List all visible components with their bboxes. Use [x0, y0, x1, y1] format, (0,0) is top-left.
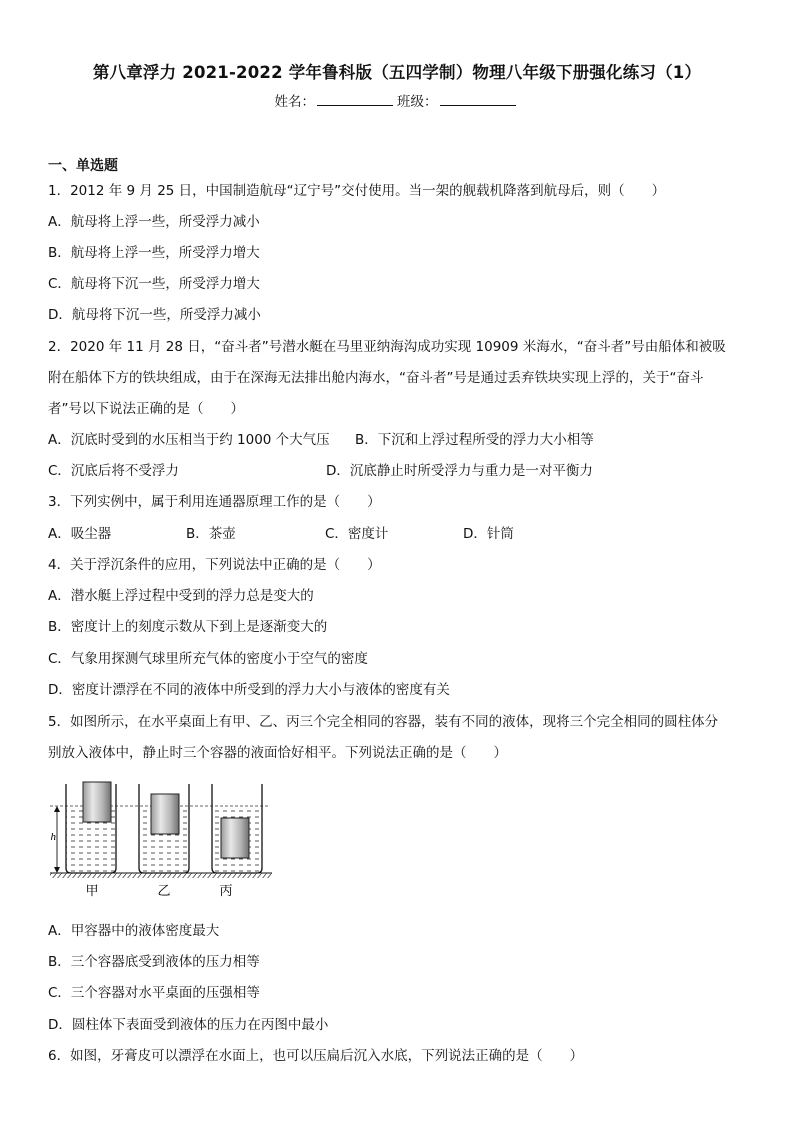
label-jia: 甲: [85, 884, 99, 899]
section-title: 一、单选题: [48, 158, 118, 174]
q2-stem-line3: 者”号以下说法正确的是（ ）: [48, 401, 244, 417]
q5-option-d[interactable]: D．圆柱体下表面受到液体的压力在丙图中最小: [48, 1017, 329, 1033]
q4-option-b[interactable]: B．密度计上的刻度示数从下到上是逐渐变大的: [48, 619, 328, 635]
q5-stem-line2: 别放入液体中，静止时三个容器的液面恰好相平。下列说法正确的是（ ）: [48, 745, 507, 761]
q3-stem: 3．下列实例中，属于利用连通器原理工作的是（ ）: [48, 494, 381, 510]
q1-option-d[interactable]: D．航母将下沉一些，所受浮力减小: [48, 307, 261, 323]
page-title: 第八章浮力 2021-2022 学年鲁科版（五四学制）物理八年级下册强化练习（1）: [92, 63, 702, 82]
q4-option-d[interactable]: D．密度计漂浮在不同的液体中所受到的浮力大小与液体的密度有关: [48, 682, 450, 698]
q4-option-a[interactable]: A．潜水艇上浮过程中受到的浮力总是变大的: [48, 588, 314, 604]
q1-stem: 1．2012 年 9 月 25 日，中国制造航母“辽宁号”交付使用。当一架的舰载机降落到航母后，则（ ）: [48, 183, 666, 199]
three-containers-figure: [46, 772, 276, 902]
q4-stem: 4．关于浮沉条件的应用，下列说法中正确的是（ ）: [48, 557, 381, 573]
q1-option-a[interactable]: A．航母将上浮一些，所受浮力减小: [48, 214, 260, 230]
q2-option-c[interactable]: C．沉底后将不受浮力: [48, 463, 179, 479]
q2-option-b[interactable]: B．下沉和上浮过程所受的浮力大小相等: [355, 432, 594, 448]
q3-option-d[interactable]: D．针筒: [463, 526, 514, 542]
label-bing: 丙: [219, 884, 233, 899]
student-info-line: [0, 90, 794, 110]
q2-stem-line1: 2．2020 年 11 月 28 日，“奋斗者”号潜水艇在马里亚纳海沟成功实现 10909 米海水，“奋斗者”号由船体和被吸: [48, 339, 726, 355]
q1-option-c[interactable]: C．航母将下沉一些，所受浮力增大: [48, 276, 260, 292]
cylinder-jia: [83, 782, 111, 822]
cylinder-yi: [151, 794, 179, 834]
label-yi: 乙: [157, 884, 171, 899]
q3-option-c[interactable]: C．密度计: [325, 526, 389, 542]
q4-option-c[interactable]: C．气象用探测气球里所充气体的密度小于空气的密度: [48, 651, 368, 667]
q3-option-a[interactable]: A．吸尘器: [48, 526, 112, 542]
q5-option-a[interactable]: A．甲容器中的液体密度最大: [48, 923, 220, 939]
name-blank[interactable]: [317, 93, 393, 106]
q3-option-b[interactable]: B．茶壶: [186, 526, 236, 542]
h-label: h: [50, 831, 56, 843]
class-blank[interactable]: [440, 93, 516, 106]
h-arrow-down: [54, 867, 60, 873]
name-label: 姓名：: [274, 94, 315, 110]
q6-stem: 6．如图，牙膏皮可以漂浮在水面上，也可以压扁后沉入水底，下列说法正确的是（ ）: [48, 1048, 584, 1064]
cylinder-bing: [221, 818, 249, 858]
q1-option-b[interactable]: B．航母将上浮一些，所受浮力增大: [48, 245, 260, 261]
h-arrow-up: [54, 806, 60, 812]
q2-option-d[interactable]: D．沉底静止时所受浮力与重力是一对平衡力: [326, 463, 593, 479]
q2-option-a[interactable]: A．沉底时受到的水压相当于约 1000 个大气压: [48, 432, 330, 448]
q5-option-b[interactable]: B．三个容器底受到液体的压力相等: [48, 954, 260, 970]
class-label: 班级：: [397, 94, 438, 110]
q5-option-c[interactable]: C．三个容器对水平桌面的压强相等: [48, 985, 260, 1001]
q2-stem-line2: 附在船体下方的铁块组成，由于在深海无法排出舱内海水，“奋斗者”号是通过丢弃铁块实现上浮的，关于“奋斗: [48, 370, 704, 386]
table-surface-hatch: [50, 873, 272, 878]
q5-stem-line1: 5．如图所示，在水平桌面上有甲、乙、丙三个完全相同的容器，装有不同的液体，现将三个完全相同的圆柱体分: [48, 714, 719, 730]
